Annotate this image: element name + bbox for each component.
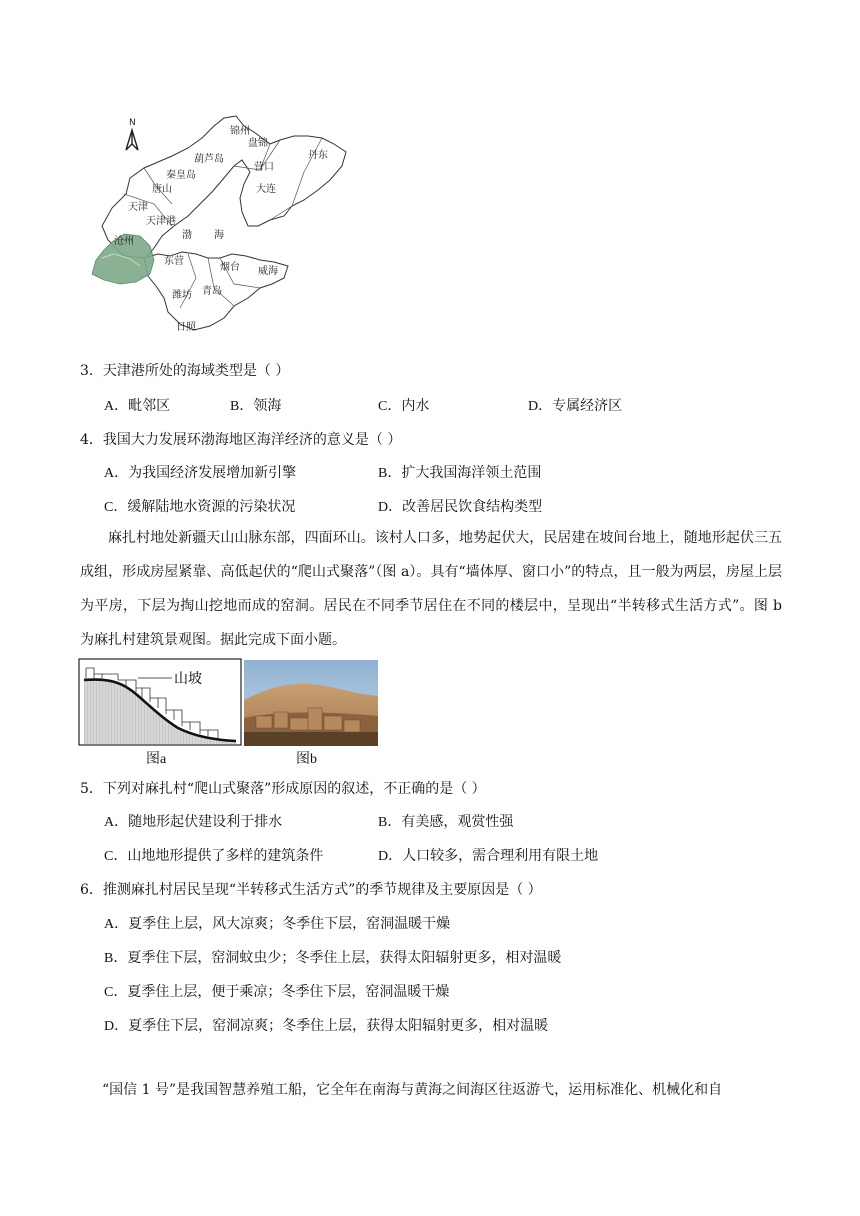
- city-label-qinhuangdao: 秦皇岛: [166, 170, 196, 181]
- option-letter: A．: [104, 815, 129, 830]
- figure-b-caption: 图b: [296, 752, 317, 767]
- option-letter: B．: [104, 951, 128, 966]
- option-letter: C．: [104, 500, 128, 515]
- q5-option-c[interactable]: [104, 845, 323, 865]
- option-text: 领海: [253, 398, 282, 414]
- figure-b-photo: [244, 660, 378, 746]
- passage-mazha-village: 麻扎村地处新疆天山山脉东部，四面环山。该村人口多，地势起伏大，民居建在坡间台地上，随地形起伏三五成组，形成房屋紧靠、高低起伏的“爬山式聚落”（图 a）。具有“墙体厚、窗口小”的特点，且一般为两层，房屋上层为平房，下层为掏山挖地而成的窑洞。居民在不同季节居住在不同的楼层中，呈现出“半转移式生活方式”。图 b 为麻扎村建筑景观图。据此完成下面小题。: [80, 530, 782, 648]
- option-text: 人口较多，需合理利用有限土地: [402, 848, 599, 864]
- q6-option-c[interactable]: [104, 981, 449, 1001]
- city-label-rizhao: 日照: [176, 322, 196, 333]
- q6-option-b[interactable]: [104, 947, 561, 967]
- option-text: 夏季住下层，窑洞凉爽；冬季住上层，获得太阳辐射更多，相对温暖: [128, 1018, 549, 1034]
- option-text: 扩大我国海洋领土范围: [401, 465, 542, 481]
- city-label-panjin: 盘锦: [248, 138, 268, 149]
- option-letter: B．: [378, 815, 402, 830]
- option-letter: C．: [378, 399, 402, 414]
- city-label-weihai: 威海: [258, 266, 278, 277]
- option-letter: A．: [104, 466, 129, 481]
- north-label: N: [129, 118, 136, 128]
- q4-option-a[interactable]: [104, 462, 296, 482]
- option-text: 夏季住下层，窑洞蚊虫少；冬季住上层，获得太阳辐射更多，相对温暖: [127, 950, 562, 966]
- q4-option-b[interactable]: [378, 462, 541, 482]
- option-letter: C．: [104, 985, 128, 1000]
- q3-option-d[interactable]: [528, 395, 622, 415]
- city-label-weifang: 潍坊: [172, 290, 192, 301]
- option-text: 随地形起伏建设利于排水: [128, 814, 283, 830]
- bohai-region-map: [84, 108, 350, 344]
- city-label-tianjin-port: 天津港: [146, 216, 176, 227]
- option-letter: B．: [378, 466, 402, 481]
- question-4-stem: 4．我国大力发展环渤海地区海洋经济的意义是（ ）: [80, 432, 402, 448]
- city-label-yantai: 烟台: [220, 262, 240, 273]
- city-label-tangshan: 唐山: [152, 184, 172, 195]
- slope-label: 山坡: [174, 671, 202, 687]
- q4-option-d[interactable]: [378, 496, 542, 516]
- city-label-jinzhou: 锦州: [230, 126, 250, 137]
- q6-option-a[interactable]: [104, 913, 450, 933]
- question-3-stem: 3．天津港所处的海域类型是（ ）: [80, 363, 290, 379]
- q4-option-c[interactable]: [104, 496, 295, 516]
- option-text: 毗邻区: [128, 398, 171, 414]
- option-text: 改善居民饮食结构类型: [402, 499, 543, 515]
- city-label-dalian: 大连: [256, 184, 276, 195]
- question-6-stem: 6．推测麻扎村居民呈现“半转移式生活方式”的季节规律及主要原因是（ ）: [80, 882, 542, 898]
- q5-option-b[interactable]: [378, 811, 513, 831]
- city-label-cangzhou: 沧州: [114, 236, 134, 247]
- option-letter: A．: [104, 917, 129, 932]
- option-text: 为我国经济发展增加新引擎: [128, 465, 297, 481]
- option-letter: B．: [230, 399, 254, 414]
- option-text: 夏季住上层，便于乘凉；冬季住下层，窑洞温暖干燥: [127, 984, 450, 1000]
- city-label-tianjin: 天津: [128, 202, 148, 213]
- option-text: 有美感，观赏性强: [401, 814, 514, 830]
- q3-option-b[interactable]: [230, 395, 281, 415]
- city-label-yingkou: 营口: [254, 162, 274, 173]
- city-label-qingdao: 青岛: [202, 286, 222, 297]
- option-text: 山地地形提供了多样的建筑条件: [127, 848, 324, 864]
- q5-option-a[interactable]: [104, 811, 282, 831]
- figure-a-diagram: [78, 658, 242, 746]
- option-text: 专属经济区: [552, 398, 623, 414]
- option-letter: D．: [104, 1019, 129, 1034]
- q6-option-d[interactable]: [104, 1015, 548, 1035]
- city-label-huludao: 葫芦岛: [194, 154, 224, 165]
- option-text: 夏季住上层，风大凉爽；冬季住下层，窑洞温暖干燥: [128, 916, 451, 932]
- north-arrow-icon: [126, 130, 138, 150]
- option-text: 内水: [401, 398, 430, 414]
- q3-option-c[interactable]: [378, 395, 429, 415]
- passage-guoxin-1: “国信 1 号”是我国智慧养殖工船，它全年在南海与黄海之间海区往返游弋，运用标准化、机械化和自: [102, 1082, 723, 1098]
- q5-option-d[interactable]: [378, 845, 598, 865]
- option-letter: D．: [378, 849, 403, 864]
- figure-a-caption: 图a: [146, 752, 167, 767]
- sea-label-bo: 渤: [182, 230, 192, 241]
- option-letter: D．: [528, 399, 553, 414]
- sea-label-hai: 海: [214, 230, 224, 241]
- city-label-dongying: 东营: [164, 256, 184, 267]
- q3-option-a[interactable]: [104, 395, 170, 415]
- option-letter: C．: [104, 849, 128, 864]
- option-letter: D．: [378, 500, 403, 515]
- option-letter: A．: [104, 399, 129, 414]
- option-text: 缓解陆地水资源的污染状况: [127, 499, 296, 515]
- question-5-stem: 5．下列对麻扎村“爬山式聚落”形成原因的叙述，不正确的是（ ）: [80, 781, 486, 797]
- city-label-dandong: 丹东: [308, 150, 328, 161]
